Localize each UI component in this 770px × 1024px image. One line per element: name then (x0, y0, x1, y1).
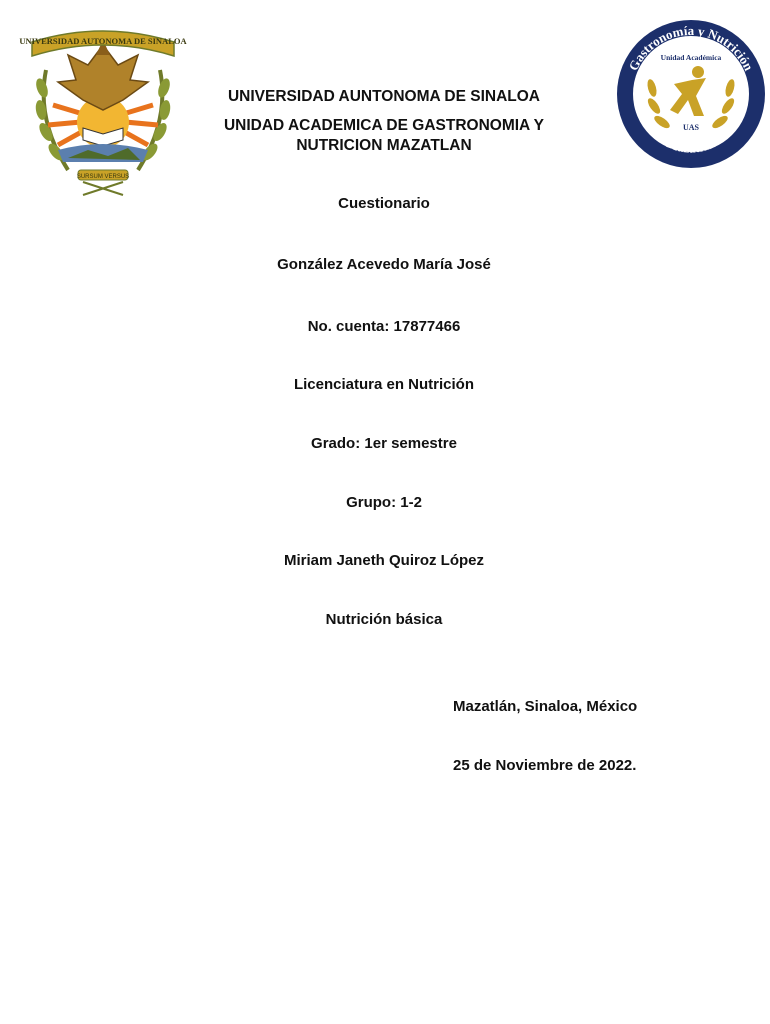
group-number: Grupo: 1-2 (346, 494, 422, 511)
badge-ring-top-text: Gastronomía y Nutrición (625, 22, 757, 73)
location: Mazatlán, Sinaloa, México (453, 698, 638, 715)
grade-level: Grado: 1er semestre (311, 435, 457, 452)
academic-unit-name: UNIDAD ACADEMICA DE GASTRONOMIA Y NUTRICION MAZATLAN (223, 117, 545, 154)
badge-center-text: UAS (682, 123, 700, 132)
subject-name: Nutrición básica (325, 611, 443, 628)
date: 25 de Noviembre de 2022. (453, 757, 637, 774)
badge-ring-bottom-text: Mazatlán (664, 135, 718, 156)
crest-banner-text: UNIVERSIDAD AUTONOMA DE SINALOA (19, 36, 187, 46)
account-number: No. cuenta: 17877466 (307, 318, 461, 335)
badge-inner-text: Unidad Académica (660, 53, 722, 62)
student-name: González Acevedo María José (277, 256, 491, 273)
degree-program: Licenciatura en Nutrición (293, 376, 475, 393)
university-name: UNIVERSIDAD AUNTONOMA DE SINALOA (227, 88, 541, 105)
teacher-name: Miriam Janeth Quiroz López (283, 552, 485, 569)
document-type: Cuestionario (338, 195, 430, 212)
crest-motto: SURSUM VERSUS (76, 174, 130, 180)
